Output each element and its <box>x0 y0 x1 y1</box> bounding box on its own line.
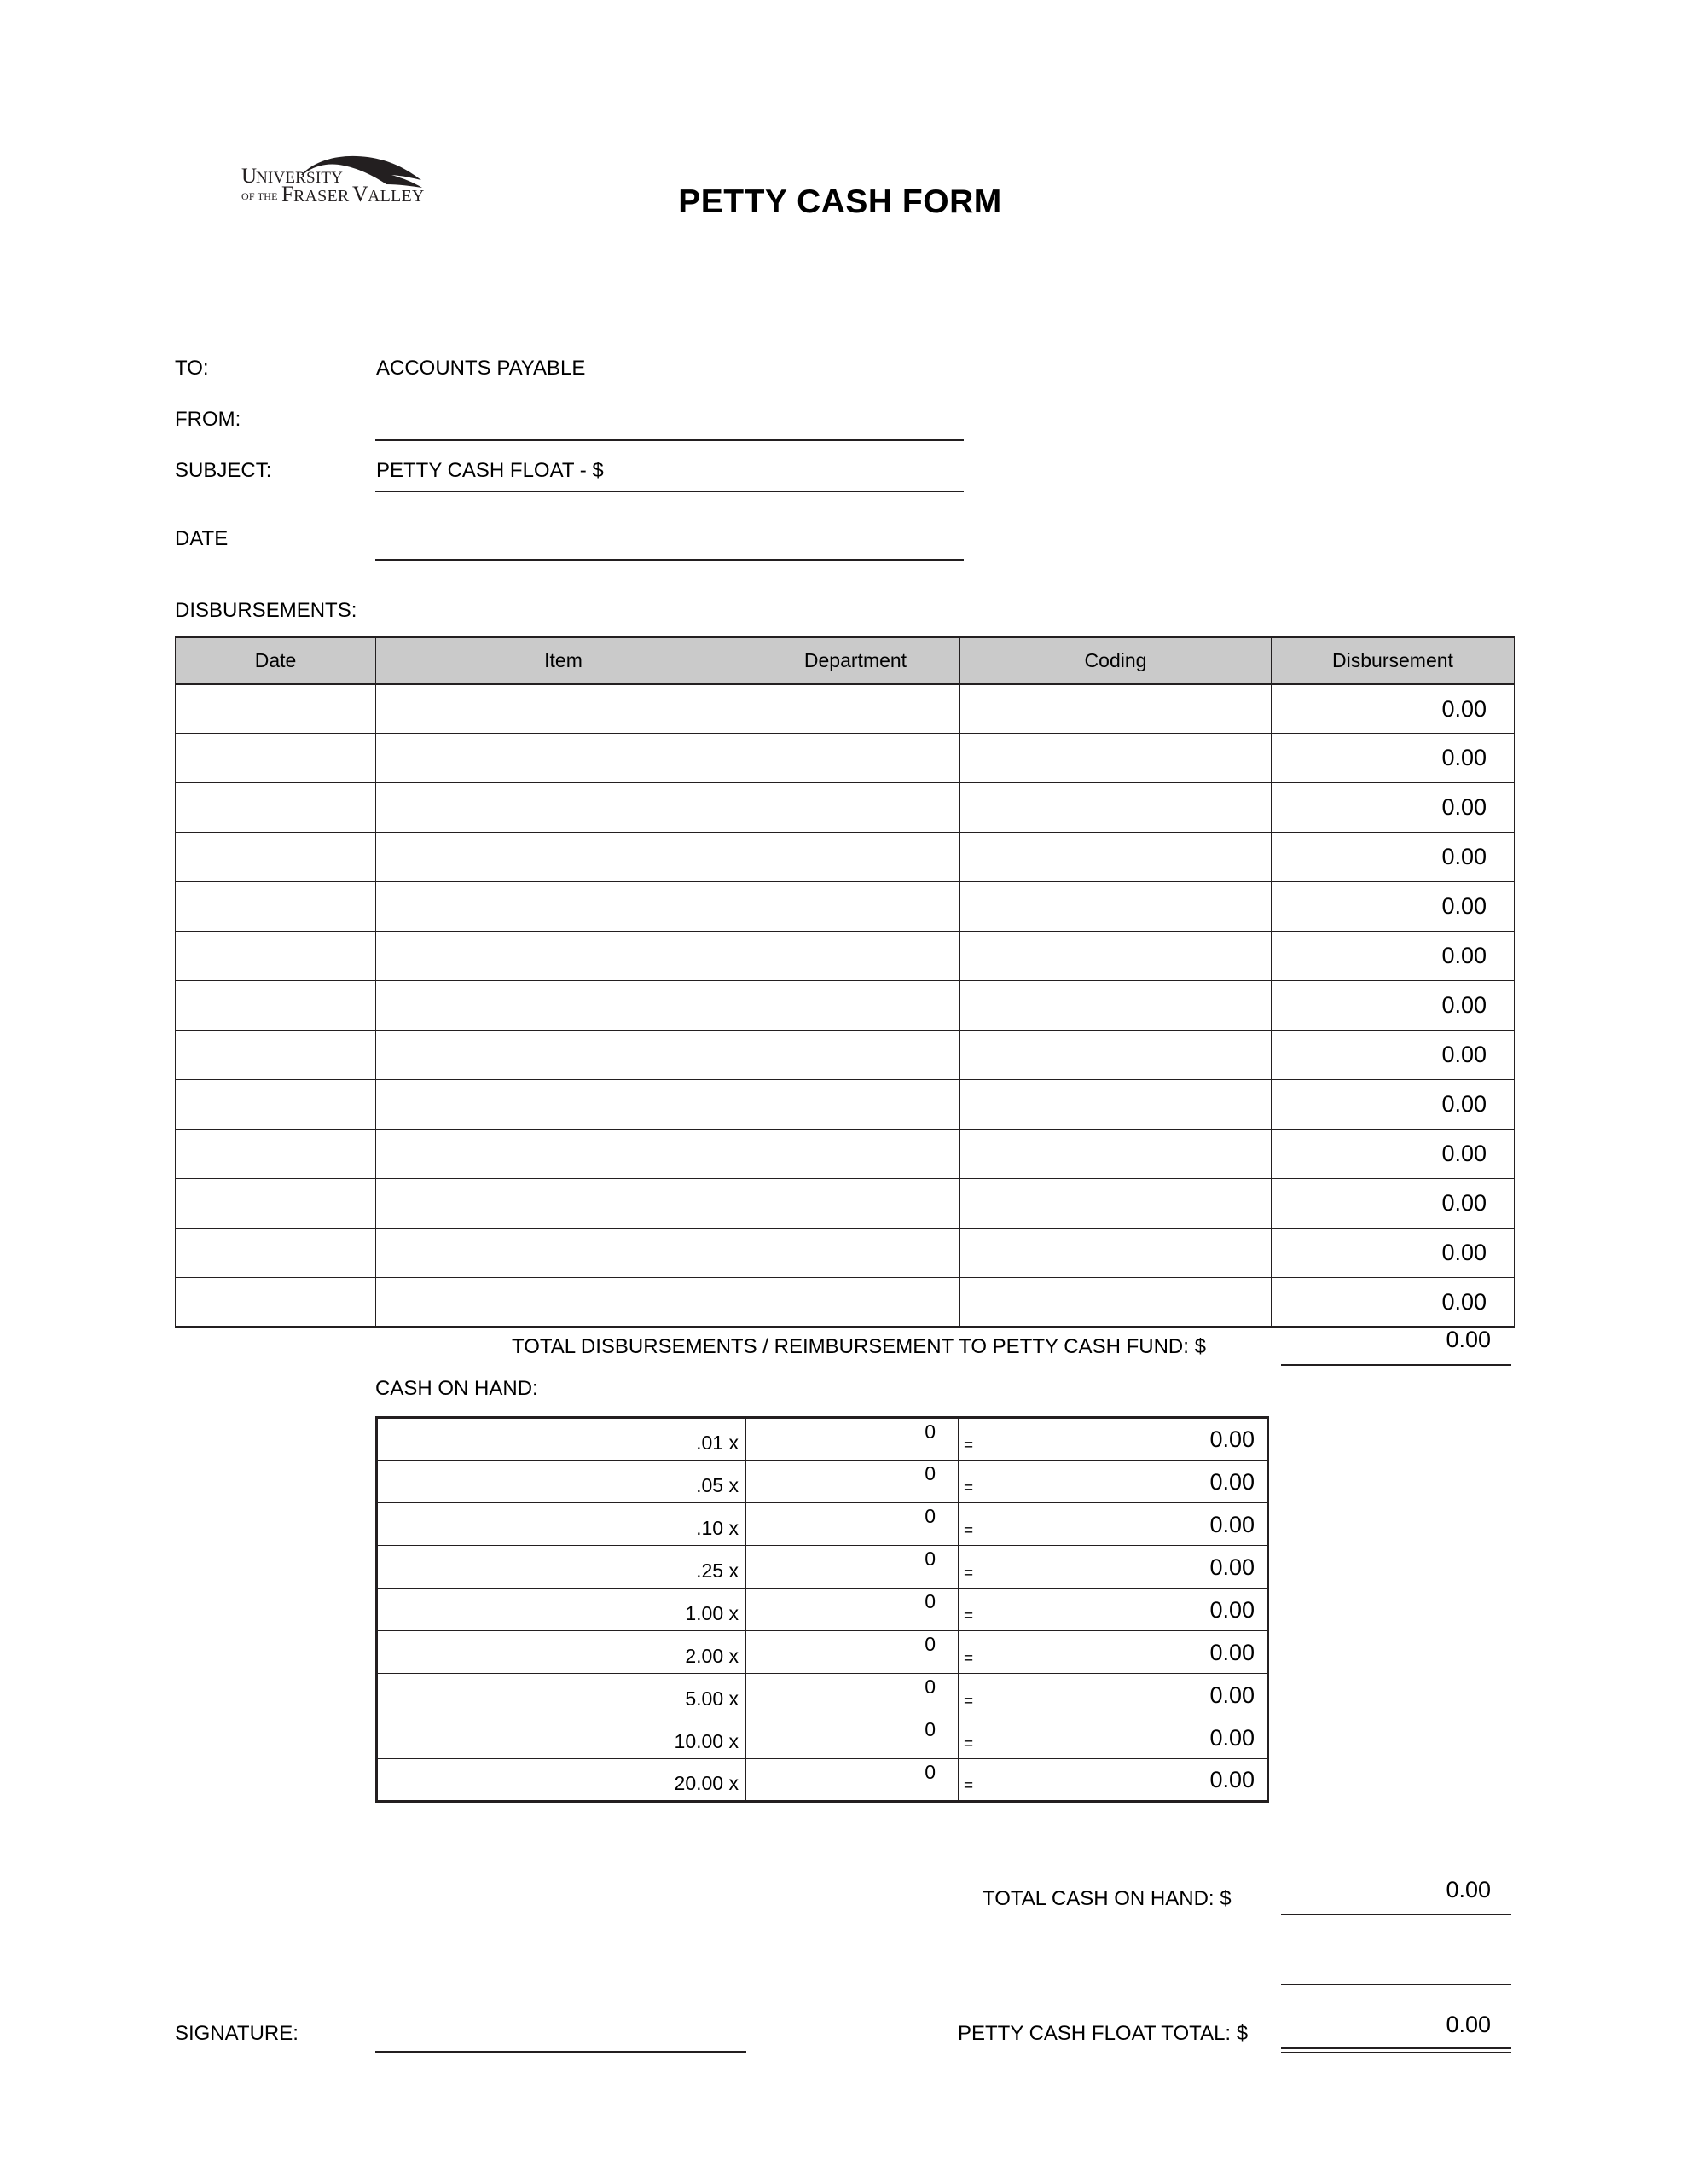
cell-date[interactable] <box>176 1228 376 1278</box>
from-field-line[interactable] <box>375 439 964 441</box>
table-row <box>176 932 1515 981</box>
quantity-input[interactable]: 0 <box>746 1631 959 1674</box>
cell-coding[interactable] <box>960 981 1272 1031</box>
column-header-coding: Coding <box>960 637 1272 684</box>
petty-cash-float-total-double-line <box>1281 2048 1511 2053</box>
list-item <box>377 1589 1268 1631</box>
table-row <box>176 734 1515 783</box>
subject-field-line[interactable] <box>375 491 964 492</box>
amount-cell <box>959 1631 1268 1674</box>
cell-department[interactable] <box>751 734 960 783</box>
quantity-input[interactable]: 0 <box>746 1759 959 1802</box>
total-disbursements-line <box>1281 1364 1511 1366</box>
table-row <box>176 1031 1515 1080</box>
swoosh-brushstroke-icon <box>209 152 448 216</box>
cell-coding[interactable] <box>960 734 1272 783</box>
cell-coding[interactable] <box>960 1031 1272 1080</box>
equals-sign: = <box>964 1565 974 1583</box>
list-item <box>377 1759 1268 1802</box>
meta-row-subject <box>175 459 1028 495</box>
list-item <box>377 1631 1268 1674</box>
denomination-label: 1.00 x <box>377 1589 746 1631</box>
cell-date[interactable] <box>176 981 376 1031</box>
cell-department[interactable] <box>751 1179 960 1228</box>
cell-department[interactable] <box>751 1130 960 1179</box>
denomination-label: .05 x <box>377 1461 746 1503</box>
list-item <box>377 1418 1268 1461</box>
cell-date[interactable] <box>176 1080 376 1130</box>
amount-value: 0.00 <box>1209 1426 1255 1452</box>
cell-coding[interactable] <box>960 1278 1272 1327</box>
cell-date[interactable] <box>176 1179 376 1228</box>
amount-cell <box>959 1716 1268 1759</box>
cell-item[interactable] <box>376 1080 751 1130</box>
ufv-logo <box>209 152 448 216</box>
total-cash-on-hand-label: TOTAL CASH ON HAND: $ <box>983 1887 1232 1910</box>
cell-disbursement[interactable]: 0.00 <box>1272 981 1515 1031</box>
denomination-label: 5.00 x <box>377 1674 746 1716</box>
float-total-separator-line <box>1281 1984 1511 1985</box>
column-header-department: Department <box>751 637 960 684</box>
cell-date[interactable] <box>176 1031 376 1080</box>
meta-value-to: ACCOUNTS PAYABLE <box>376 357 586 380</box>
amount-value: 0.00 <box>1209 1596 1255 1623</box>
equals-sign: = <box>964 1437 974 1455</box>
cell-date[interactable] <box>176 734 376 783</box>
cell-item[interactable] <box>376 1179 751 1228</box>
total-cash-on-hand-value: 0.00 <box>1446 1877 1491 1902</box>
cell-disbursement[interactable]: 0.00 <box>1272 1228 1515 1278</box>
subject-field[interactable]: PETTY CASH FLOAT - $ <box>376 459 604 482</box>
cell-item[interactable] <box>376 932 751 981</box>
table-row <box>176 1228 1515 1278</box>
quantity-input[interactable]: 0 <box>746 1461 959 1503</box>
denomination-label: 2.00 x <box>377 1631 746 1674</box>
table-row <box>176 684 1515 734</box>
meta-label-date: DATE <box>175 527 229 550</box>
cell-disbursement[interactable]: 0.00 <box>1272 932 1515 981</box>
equals-sign: = <box>964 1693 974 1711</box>
cell-item[interactable] <box>376 833 751 882</box>
cell-item[interactable] <box>376 1278 751 1327</box>
table-row <box>176 1278 1515 1327</box>
cell-coding[interactable] <box>960 882 1272 932</box>
list-item <box>377 1546 1268 1589</box>
list-item <box>377 1716 1268 1759</box>
cell-disbursement[interactable]: 0.00 <box>1272 734 1515 783</box>
cell-department[interactable] <box>751 1278 960 1327</box>
equals-sign: = <box>964 1777 974 1795</box>
svg-text:ALLEY: ALLEY <box>368 187 425 206</box>
meta-label-subject: SUBJECT: <box>175 459 272 482</box>
quantity-input[interactable]: 0 <box>746 1418 959 1461</box>
amount-cell <box>959 1674 1268 1716</box>
equals-sign: = <box>964 1735 974 1753</box>
cell-disbursement[interactable]: 0.00 <box>1272 1278 1515 1327</box>
meta-row-date <box>175 527 1028 563</box>
denomination-label: .01 x <box>377 1418 746 1461</box>
cash-on-hand-table <box>375 1416 1269 1803</box>
quantity-input[interactable]: 0 <box>746 1674 959 1716</box>
table-row <box>176 882 1515 932</box>
column-header-date: Date <box>176 637 376 684</box>
cell-coding[interactable] <box>960 932 1272 981</box>
table-row <box>176 833 1515 882</box>
cell-date[interactable] <box>176 882 376 932</box>
cell-department[interactable] <box>751 1031 960 1080</box>
disbursements-section-label: DISBURSEMENTS: <box>175 599 357 622</box>
amount-cell <box>959 1418 1268 1461</box>
denomination-label: .10 x <box>377 1503 746 1546</box>
svg-text:U: U <box>241 165 258 188</box>
cell-item[interactable] <box>376 684 751 734</box>
table-row <box>176 981 1515 1031</box>
meta-row-to <box>175 357 1028 392</box>
table-row <box>176 783 1515 833</box>
cell-item[interactable] <box>376 1228 751 1278</box>
quantity-input[interactable]: 0 <box>746 1546 959 1589</box>
quantity-input[interactable]: 0 <box>746 1716 959 1759</box>
cell-date[interactable] <box>176 783 376 833</box>
denomination-label: 20.00 x <box>377 1759 746 1802</box>
amount-value: 0.00 <box>1209 1724 1255 1751</box>
total-disbursements-value: 0.00 <box>1446 1327 1491 1352</box>
cell-disbursement[interactable]: 0.00 <box>1272 882 1515 932</box>
amount-value: 0.00 <box>1209 1511 1255 1537</box>
cell-department[interactable] <box>751 783 960 833</box>
list-item <box>377 1503 1268 1546</box>
cell-disbursement[interactable]: 0.00 <box>1272 684 1515 734</box>
cell-department[interactable] <box>751 1228 960 1278</box>
date-field-line[interactable] <box>375 559 964 561</box>
meta-row-from <box>175 408 1028 444</box>
quantity-input[interactable]: 0 <box>746 1589 959 1631</box>
amount-value: 0.00 <box>1209 1767 1255 1792</box>
svg-text:V: V <box>352 182 368 206</box>
table-row <box>176 1080 1515 1130</box>
cell-disbursement[interactable]: 0.00 <box>1272 1130 1515 1179</box>
cell-coding[interactable] <box>960 833 1272 882</box>
equals-sign: = <box>964 1522 974 1540</box>
cell-department[interactable] <box>751 981 960 1031</box>
denomination-label: 10.00 x <box>377 1716 746 1759</box>
list-item <box>377 1674 1268 1716</box>
cell-department[interactable] <box>751 833 960 882</box>
cell-coding[interactable] <box>960 684 1272 734</box>
cell-date[interactable] <box>176 833 376 882</box>
meta-label-from: FROM: <box>175 408 241 431</box>
cell-coding[interactable] <box>960 1228 1272 1278</box>
equals-sign: = <box>964 1479 974 1497</box>
cell-department[interactable] <box>751 932 960 981</box>
cell-item[interactable] <box>376 882 751 932</box>
cell-disbursement[interactable]: 0.00 <box>1272 833 1515 882</box>
amount-value: 0.00 <box>1209 1468 1255 1495</box>
cell-date[interactable] <box>176 932 376 981</box>
svg-text:NIVERSITY: NIVERSITY <box>256 169 344 187</box>
cell-date[interactable] <box>176 1278 376 1327</box>
amount-cell <box>959 1503 1268 1546</box>
column-header-disbursement: Disbursement <box>1272 637 1515 684</box>
cell-coding[interactable] <box>960 1179 1272 1228</box>
column-header-item: Item <box>376 637 751 684</box>
cell-department[interactable] <box>751 882 960 932</box>
table-row <box>176 1179 1515 1228</box>
amount-value: 0.00 <box>1209 1682 1255 1708</box>
total-disbursements-label: TOTAL DISBURSEMENTS / REIMBURSEMENT TO PETTY CASH FUND: $ <box>512 1335 1206 1358</box>
cell-disbursement[interactable]: 0.00 <box>1272 1080 1515 1130</box>
signature-field-line[interactable] <box>375 2051 746 2053</box>
amount-cell <box>959 1461 1268 1503</box>
equals-sign: = <box>964 1650 974 1668</box>
meta-label-to: TO: <box>175 357 209 380</box>
petty-cash-float-total-label: PETTY CASH FLOAT TOTAL: $ <box>958 2022 1249 2045</box>
cell-item[interactable] <box>376 783 751 833</box>
denomination-label: .25 x <box>377 1546 746 1589</box>
page-title: PETTY CASH FORM <box>678 183 1002 220</box>
table-header-row <box>176 637 1515 684</box>
list-item <box>377 1461 1268 1503</box>
total-cash-on-hand-line <box>1281 1914 1511 1915</box>
cell-date[interactable] <box>176 1130 376 1179</box>
table-row <box>176 1130 1515 1179</box>
equals-sign: = <box>964 1607 974 1625</box>
cell-item[interactable] <box>376 734 751 783</box>
cell-coding[interactable] <box>960 783 1272 833</box>
amount-value: 0.00 <box>1209 1639 1255 1665</box>
cell-disbursement[interactable]: 0.00 <box>1272 783 1515 833</box>
disbursements-table <box>175 636 1515 1328</box>
amount-value: 0.00 <box>1209 1554 1255 1580</box>
cell-disbursement[interactable]: 0.00 <box>1272 1179 1515 1228</box>
cash-on-hand-section-label: CASH ON HAND: <box>375 1377 538 1400</box>
quantity-input[interactable]: 0 <box>746 1503 959 1546</box>
cell-item[interactable] <box>376 981 751 1031</box>
cell-date[interactable] <box>176 684 376 734</box>
cell-department[interactable] <box>751 684 960 734</box>
amount-cell <box>959 1546 1268 1589</box>
cell-coding[interactable] <box>960 1080 1272 1130</box>
cell-department[interactable] <box>751 1080 960 1130</box>
amount-cell <box>959 1759 1268 1802</box>
cell-item[interactable] <box>376 1031 751 1080</box>
cell-coding[interactable] <box>960 1130 1272 1179</box>
petty-cash-float-total-value: 0.00 <box>1446 2012 1491 2037</box>
svg-text:OF THE: OF THE <box>241 190 278 202</box>
svg-text:F: F <box>281 182 294 206</box>
cell-item[interactable] <box>376 1130 751 1179</box>
amount-cell <box>959 1589 1268 1631</box>
svg-text:RASER: RASER <box>293 187 350 206</box>
cell-disbursement[interactable]: 0.00 <box>1272 1031 1515 1080</box>
signature-label: SIGNATURE: <box>175 2022 299 2045</box>
